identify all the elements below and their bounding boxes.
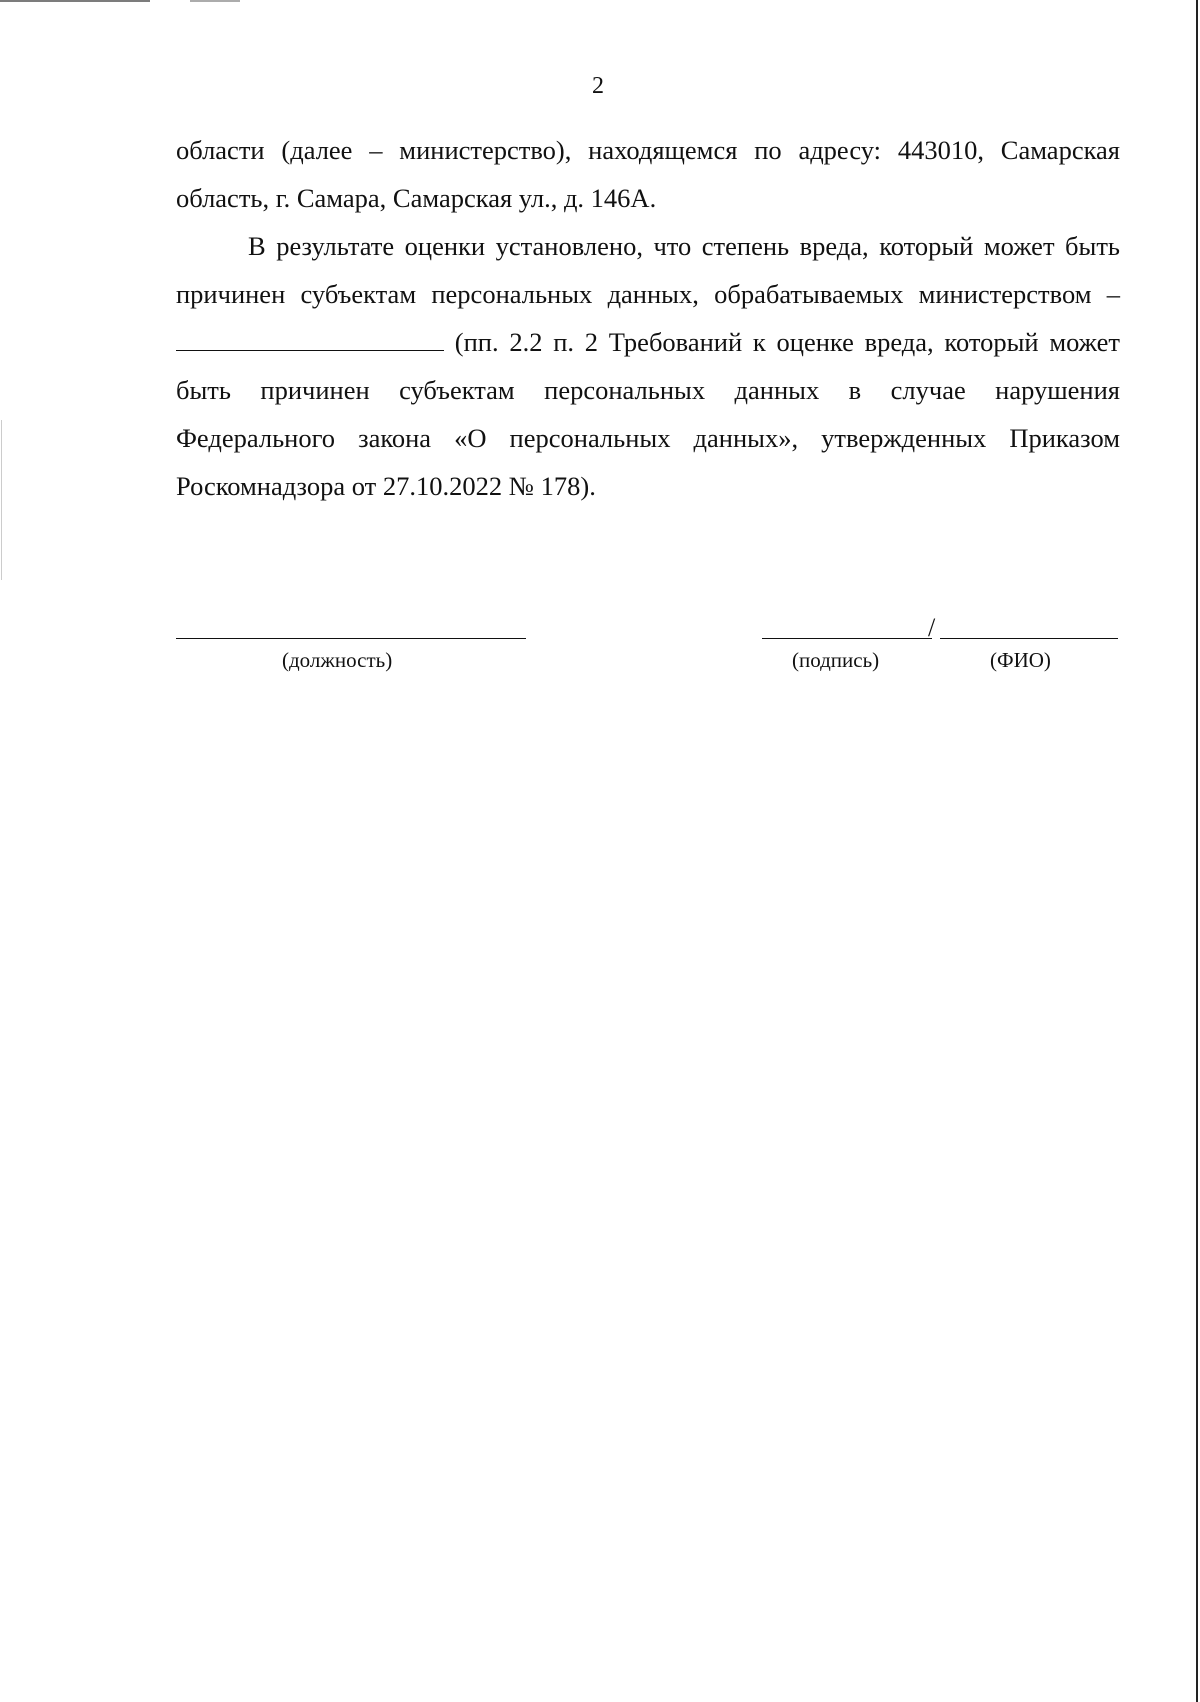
full-name-line[interactable] <box>940 638 1118 639</box>
page-number: 2 <box>592 73 604 99</box>
signature-slash: / <box>928 613 936 642</box>
harm-degree-blank[interactable] <box>176 328 444 351</box>
signature-line[interactable] <box>762 638 932 639</box>
position-caption: (должность) <box>282 648 393 672</box>
paragraph-assessment <box>176 222 1120 510</box>
assessment-text-start: В результате оценки установлено, что степень вреда, который может быть причинен субъектам персональных данных, обрабатываемых министерством – <box>176 231 1120 309</box>
assessment-text-end: (пп. 2.2 п. 2 Требований к оценке вреда, который может быть причинен субъектам персональных данных в случае нарушения Федерального закона «О персональных данных», утвержденных Приказом Роскомнадзора от 27.10.2022 № 178). <box>176 327 1120 501</box>
scan-edge-right <box>1196 0 1198 1702</box>
position-signature-line[interactable] <box>176 638 526 639</box>
scan-edge-top <box>0 0 1200 2</box>
signature-caption: (подпись) <box>792 648 880 672</box>
scan-edge-left <box>1 420 2 580</box>
paragraph-address: области (далее – министерство), находящемся по адресу: 443010, Самарская область, г. Самара, Самарская ул., д. 146А. <box>176 135 1120 213</box>
full-name-caption: (ФИО) <box>990 648 1051 672</box>
